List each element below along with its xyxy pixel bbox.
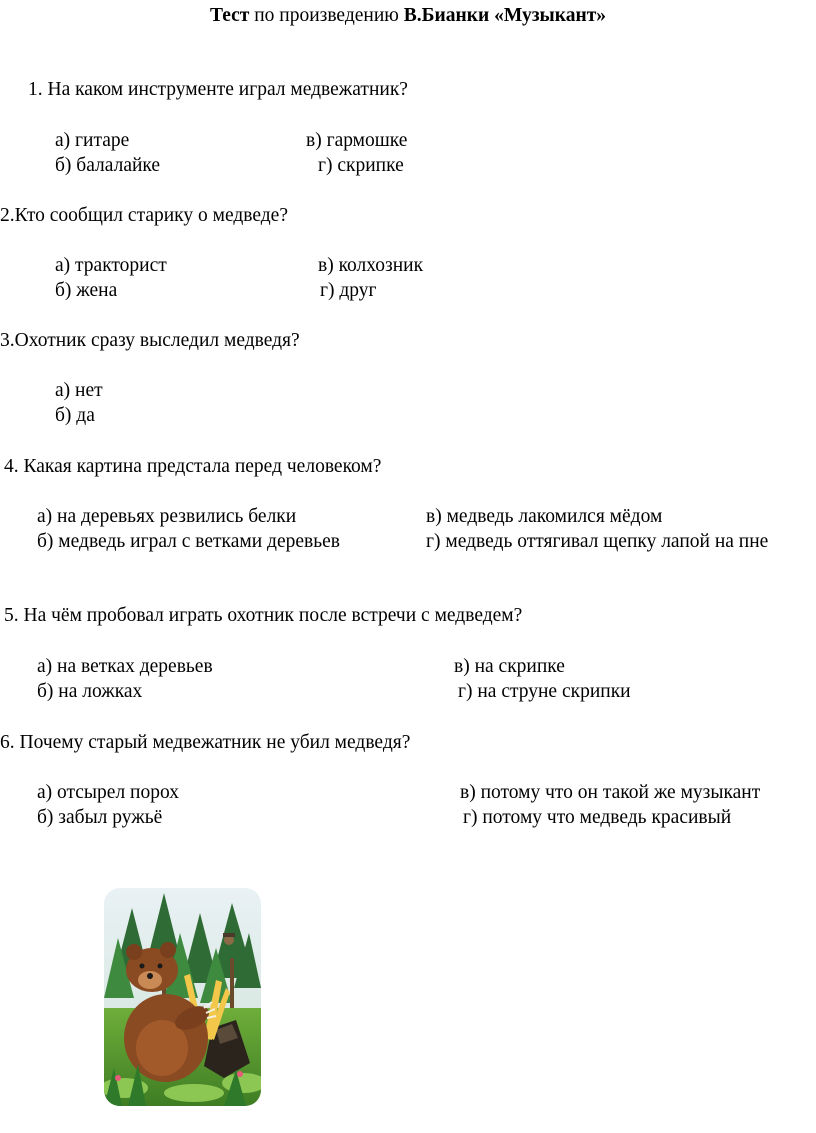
q3-option-b: б) да (55, 405, 95, 426)
q5-option-b: б) на ложках (37, 681, 143, 702)
q6-option-g: г) потому что медведь красивый (463, 807, 732, 828)
q5-option-g: г) на струне скрипки (458, 681, 631, 702)
q2-option-v: в) колхозник (318, 255, 424, 276)
q4-option-v: в) медведь лакомился мёдом (426, 506, 663, 527)
q2-option-b: б) жена (55, 280, 118, 301)
q4-option-a: а) на деревьях резвились белки (37, 506, 297, 527)
bear-forest-picture (104, 888, 261, 1106)
q2-option-a: а) тракторист (55, 255, 167, 276)
title-bold-word: Тест (209, 5, 250, 26)
title-middle: по произведению (249, 5, 404, 26)
question-6: 6. Почему старый медвежатник не убил медведя? (0, 732, 411, 753)
q1-option-a: а) гитаре (55, 130, 130, 151)
bear-illustration (104, 888, 261, 1106)
q1-option-g: г) скрипке (318, 155, 404, 176)
q6-option-b: б) забыл ружьё (37, 807, 163, 828)
q2-option-g: г) друг (320, 280, 377, 301)
q6-option-a: а) отсырел порох (37, 782, 179, 803)
q5-option-v: в) на скрипке (454, 656, 565, 677)
q1-option-v: в) гармошке (306, 130, 408, 151)
q1-option-b: б) балалайке (55, 155, 161, 176)
question-3: 3.Охотник сразу выследил медведя? (0, 330, 300, 351)
q6-option-v: в) потому что он такой же музыкант (460, 782, 761, 803)
question-1: 1. На каком инструменте играл медвежатник? (28, 79, 408, 100)
document-title (0, 6, 816, 26)
question-4: 4. Какая картина предстала перед человеком? (4, 456, 382, 477)
q4-option-b: б) медведь играл с ветками деревьев (37, 531, 340, 552)
q5-option-a: а) на ветках деревьев (37, 656, 213, 677)
q4-option-g: г) медведь оттягивал щепку лапой на пне (426, 531, 769, 552)
question-2: 2.Кто сообщил старику о медведе? (0, 205, 288, 226)
q3-option-a: а) нет (55, 380, 103, 401)
title-author-work: В.Бианки «Музыкант» (403, 5, 607, 26)
question-5: 5. На чём пробовал играть охотник после встречи с медведем? (4, 605, 523, 626)
